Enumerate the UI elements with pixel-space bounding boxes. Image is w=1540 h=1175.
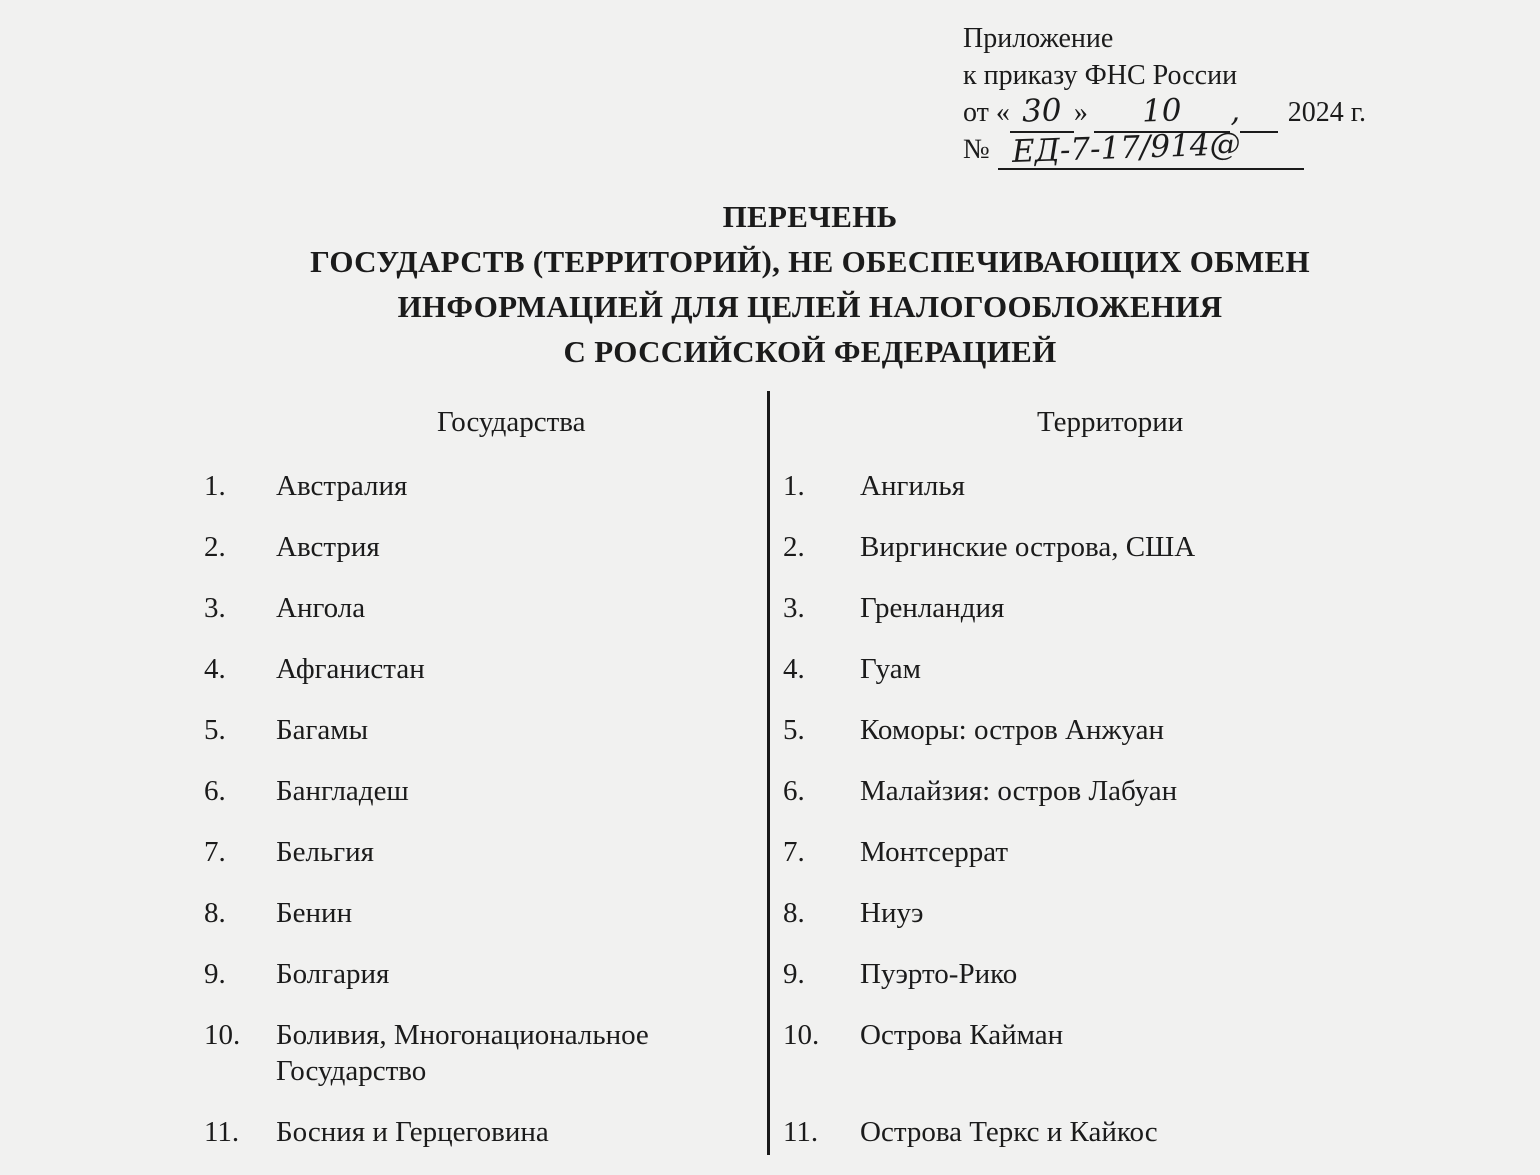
order-number-field [998,126,1304,170]
territory-number: 7. [783,836,805,868]
handwritten-month: 10 [1141,92,1183,130]
territory-number: 9. [783,958,805,990]
list-row [204,590,1540,626]
state-number: 5. [204,714,226,746]
state-number: 6. [204,775,226,807]
state-name: Австралия [276,470,408,502]
list-row [204,529,1540,565]
title-line-3: ИНФОРМАЦИЕЙ ДЛЯ ЦЕЛЕЙ НАЛОГООБЛОЖЕНИЯ [397,289,1223,324]
state-name: Босния и Герцеговина [276,1116,549,1148]
state-number: 10. [204,1019,241,1051]
open-quote: « [988,97,1010,128]
territory-name: Пуэрто-Рико [860,958,1018,990]
list-row [204,895,1540,931]
state-number: 2. [204,531,226,563]
territory-name: Ангилья [860,470,965,502]
territory-name: Гуам [860,653,922,685]
territory-name: Малайзия: остров Лабуан [860,775,1178,807]
state-number: 9. [204,958,226,990]
state-name: Багамы [276,714,369,746]
territory-name: Острова Теркс и Кайкос [860,1116,1158,1148]
date-day-field [1010,94,1074,133]
title-line-2: ГОСУДАРСТВ (ТЕРРИТОРИЙ), НЕ ОБЕСПЕЧИВАЮЩИХ ОБМЕН [310,244,1310,279]
document-title [80,194,1540,374]
territories-column-header: Территории [1037,406,1184,438]
state-name: Болгария [276,958,390,990]
list-row [204,651,1540,687]
territory-number: 3. [783,592,805,624]
state-number: 1. [204,470,226,502]
stamp-line-appendix: Приложение [963,23,1114,54]
state-name: Боливия, Многонациональное Государство [276,1019,649,1087]
approval-stamp [963,20,1366,168]
territory-number: 10. [783,1019,820,1051]
state-number: 3. [204,592,226,624]
list-row [204,1017,1540,1089]
state-name: Бенин [276,897,353,929]
territory-name: Ниуэ [860,897,924,929]
list-row [204,956,1540,992]
number-sign: № [963,134,990,165]
state-name: Бельгия [276,836,374,868]
state-number: 4. [204,653,226,685]
territory-number: 1. [783,470,805,502]
state-number: 7. [204,836,226,868]
territory-number: 4. [783,653,805,685]
state-name: Афганистан [276,653,425,685]
territory-number: 6. [783,775,805,807]
state-name: Бангладеш [276,775,409,807]
state-name: Австрия [276,531,380,563]
title-line-1: ПЕРЕЧЕНЬ [722,199,898,234]
territory-name: Коморы: остров Анжуан [860,714,1165,746]
country-list [204,468,1540,1175]
close-quote: » [1073,97,1088,128]
states-column-header: Государства [437,406,586,438]
territory-name: Гренландия [860,592,1005,624]
handwritten-day: 30 [1021,92,1063,130]
date-year: 2024 г. [1287,97,1367,128]
stamp-line-order: к приказу ФНС России [963,60,1238,91]
territory-name: Острова Кайман [860,1019,1064,1051]
title-line-4: С РОССИЙСКОЙ ФЕДЕРАЦИЕЙ [563,334,1057,369]
state-name: Ангола [276,592,366,624]
date-prefix: от [963,97,989,128]
list-row [204,1114,1540,1150]
state-number: 11. [204,1116,240,1148]
territory-number: 8. [783,897,805,929]
state-number: 8. [204,897,226,929]
territory-name: Виргинские острова, США [860,531,1196,563]
list-row [204,834,1540,870]
list-row [204,468,1540,504]
handwritten-order-number: ЕД-7-17/914@ [1011,126,1241,170]
list-row [204,773,1540,809]
stamp-line-number [963,126,1366,170]
stamp-line-date [963,94,1366,131]
date-empty-field [1240,94,1278,133]
list-row [204,712,1540,748]
territory-number: 11. [783,1116,819,1148]
territory-number: 2. [783,531,805,563]
territory-name: Монтсеррат [860,836,1009,868]
territory-number: 5. [783,714,805,746]
handwritten-comma: , [1229,92,1241,130]
